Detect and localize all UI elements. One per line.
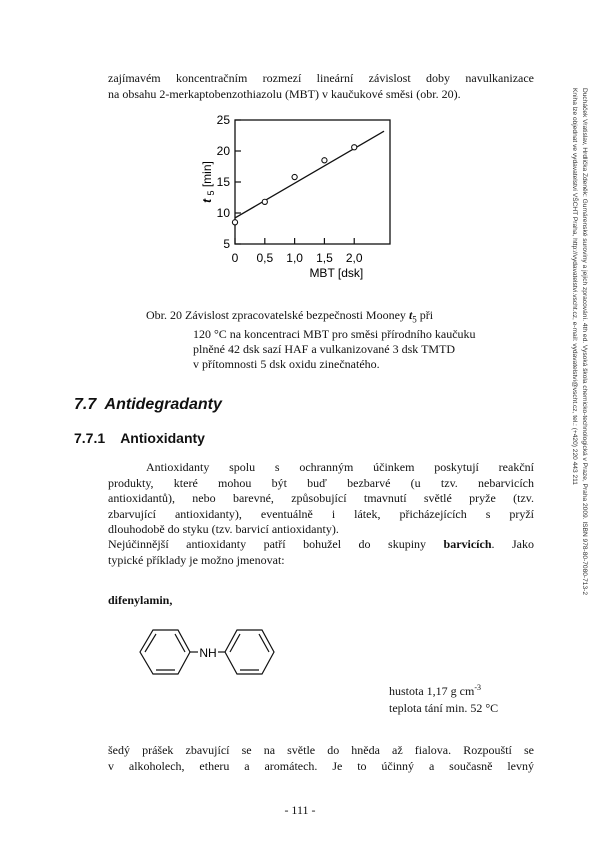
data-point-0-1 (262, 199, 267, 204)
fit-line (235, 131, 384, 218)
para1-line-4: zbarvující antioxidanty), eventuálně i látek, přicházejících s pryží (108, 506, 534, 521)
left-benzene-ring (140, 630, 190, 674)
citation-sidebar (567, 88, 589, 728)
para1-line-5: dlouhodobě do styku (tzv. barvicí antioxidanty). (108, 522, 339, 536)
subsection-title: Antioxidanty (120, 430, 205, 446)
para2-line-1: Nejúčinnější antioxidanty patří bohužel do skupiny barvicích. Jako (108, 537, 534, 551)
x-tick-label-2: 1,0 (286, 251, 303, 265)
compound-name: difenylamin, (108, 593, 173, 607)
data-point-0-4 (352, 145, 357, 150)
intro-paragraph (108, 71, 534, 102)
para1-line-2: produkty, které mohou být buď bezbarvé (u tzv. nebarvicích (108, 475, 534, 490)
caption-line-2: 120 °C na koncentraci MBT pro směsi přírodního kaučuku (193, 327, 476, 342)
data-point-0-0 (232, 220, 237, 225)
page-number: - 111 - (284, 803, 316, 817)
para3-line-1: šedý prášek zbavující se na světle do hněda až fialova. Rozpouští se (108, 743, 534, 757)
caption-line-3: plněné 42 dsk sazí HAF a vulkanizované 3 dsk TMTD (193, 342, 456, 357)
x-axis-label: MBT [dsk] (309, 266, 364, 280)
antioxidant-paragraph (108, 460, 534, 538)
caption-line-4: v přítomnosti 5 dsk oxidu zinečnatého. (193, 357, 380, 372)
y-tick-label-2: 15 (216, 175, 230, 189)
para3-line-2: v alkoholech, etheru a aromátech. Je to účinný a současně levný (108, 758, 534, 773)
figure-caption (146, 308, 546, 372)
caption-line-1: Obr. 20 Závislost zpracovatelské bezpečnosti Mooney $t_5$ při (146, 308, 434, 325)
x-tick-label-1: 0,5 (256, 251, 274, 265)
chart-plot-area (200, 113, 390, 280)
x-tick-label-0: 0 (231, 251, 239, 265)
para2-line-2: typické příklady je možno jmenovat: (108, 552, 285, 567)
intro-line-2: na obsahu 2-merkaptobenzothiazolu (MBT) v kaučukové směsi (obr. 20). (108, 86, 461, 101)
description-paragraph (108, 743, 534, 774)
subsection-number: 7.7.1 (74, 430, 106, 446)
y-tick-label-0: 5 (223, 237, 230, 251)
y-axis-label: t $_5$ [min] (200, 161, 216, 203)
x-tick-label-3: 1,5 (316, 251, 333, 265)
nh-label: NH (199, 646, 217, 660)
citation-line-2: Kniha lze objednat ve vydavatelství VŠCHT Praha, http://vydavatelstvi.vscht.cz, e-mail: vydavatelstvi@vscht.cz, tel.: (+420) 220 443 211 (571, 88, 578, 485)
para1-line-3: antioxidantů), nebo barevné, způsobující tmavnutí světlé pryže (tzv. (108, 491, 534, 505)
section-title: Antidegradanty (104, 396, 222, 413)
intro-line-1: zajímavém koncentračním rozmezí lineární závislost doby navulkanizace (108, 71, 534, 85)
examples-paragraph (108, 537, 534, 568)
plot-frame (235, 120, 390, 244)
data-point-0-3 (322, 158, 327, 163)
section-number: 7.7 (74, 396, 97, 413)
data-point-0-2 (292, 174, 297, 179)
figure-20-chart (180, 104, 410, 304)
compound-density: hustota 1,17 g $cm^{-3}$ (389, 683, 481, 698)
subsection-heading (74, 430, 205, 446)
y-tick-label-3: 20 (216, 144, 230, 158)
x-tick-label-4: 2,0 (345, 251, 363, 265)
y-tick-label-4: 25 (216, 113, 230, 127)
y-tick-label-1: 10 (216, 206, 230, 220)
right-benzene-ring (225, 630, 274, 674)
compound-melting-point: teplota tání min. 52 °C (389, 701, 499, 715)
section-heading (74, 396, 222, 414)
citation-line-1: Ducháček Vratislav, Hrdlička Zdeněk: Gumárenské suroviny a jejich zpracování. 4th ed. Vysoká škola chemicko-technologická v Praze, Praha 2009. ISBN 978-80-7080-713-2 (581, 88, 588, 595)
diphenylamine-structure (128, 622, 278, 684)
para1-line-1: Antioxidanty spolu s ochranným účinkem poskytují reakční (146, 460, 534, 474)
